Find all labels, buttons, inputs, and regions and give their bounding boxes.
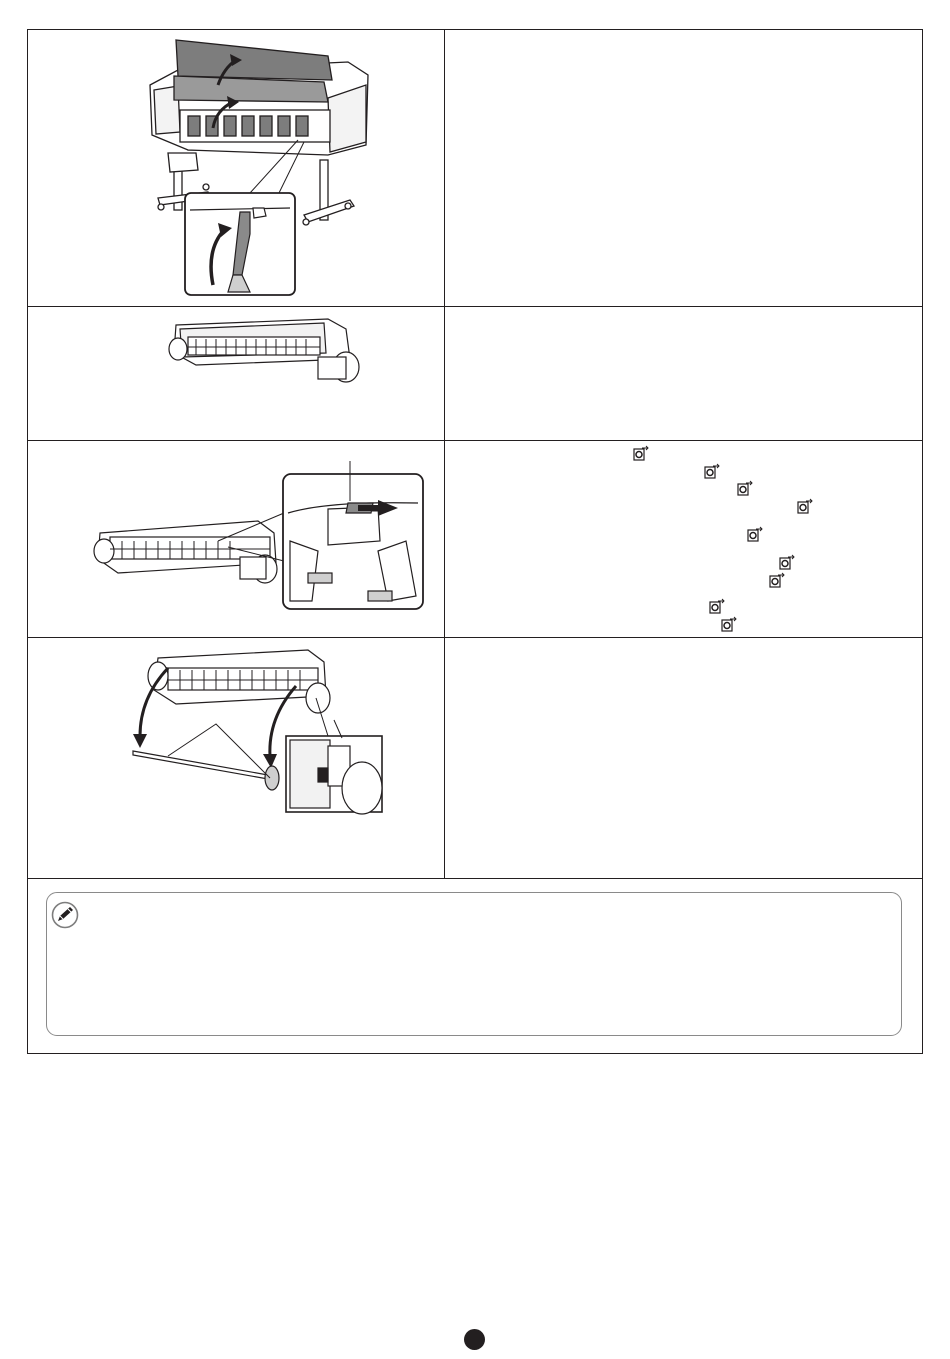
step-row-remove-holder	[28, 638, 922, 879]
roll-media-icon	[797, 499, 814, 514]
illustration-cell	[28, 638, 445, 878]
note-box	[46, 892, 902, 1036]
text-cell	[445, 30, 922, 306]
page-number-badge	[464, 1329, 485, 1350]
text-cell	[445, 307, 922, 440]
illustration-cell	[28, 307, 445, 440]
roll-holder-illustration	[28, 307, 444, 440]
roll-holder-release-illustration	[28, 441, 444, 637]
illustration-cell	[28, 30, 445, 306]
roll-media-icon	[633, 446, 650, 461]
roll-media-icon	[747, 527, 764, 542]
text-cell	[445, 638, 922, 878]
pencil-note-icon	[51, 901, 79, 929]
printer-open-cover-illustration	[28, 30, 444, 306]
step-row-roll-holder	[28, 307, 922, 441]
roll-media-icon	[709, 599, 726, 614]
instruction-table	[27, 29, 923, 1054]
roll-media-icon	[704, 464, 721, 479]
roll-media-icon	[769, 573, 786, 588]
text-cell	[445, 441, 922, 637]
roll-media-icon	[737, 481, 754, 496]
step-row-release-holder	[28, 441, 922, 638]
page-number	[464, 1329, 485, 1350]
roll-media-icon	[721, 617, 738, 632]
step-row-open-cover	[28, 30, 922, 307]
roll-holder-remove-illustration	[28, 638, 444, 878]
roll-media-icon	[779, 555, 796, 570]
illustration-cell	[28, 441, 445, 637]
